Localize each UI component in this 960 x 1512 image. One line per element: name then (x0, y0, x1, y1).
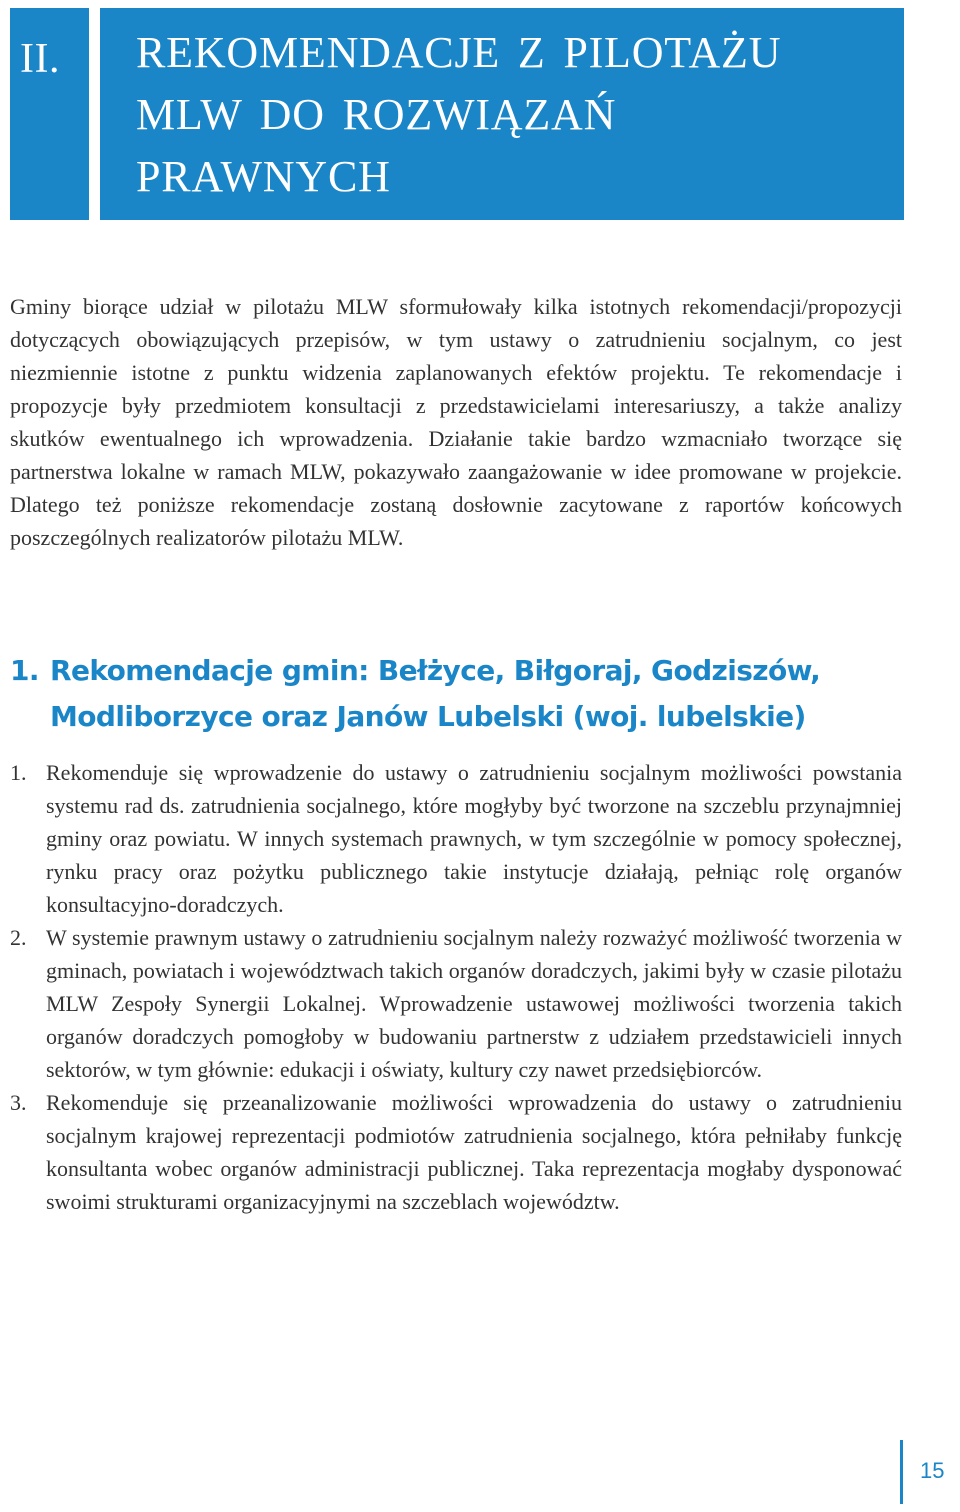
recommendation-list (10, 756, 902, 1218)
section-heading (10, 648, 902, 740)
recommendation-text: W systemie prawnym ustawy o zatrudnieniu socjalnym należy rozważyć możliwość tworzenia w gminach, powiatach i województwach takich organów doradczych, jakimi były w czasie pilotażu MLW Zespoły Synergii Lokalnej. Wprowadzenie ustawowej możliwości tworzenia takich organów doradczych pomogłoby w budowaniu partnerstw z udziałem przedstawicieli innych sektorów, w tym głównie: edukacji i oświaty, kultury czy nawet przedsiębiorców. (46, 925, 902, 1082)
page-number-rule (900, 1440, 903, 1504)
intro-paragraph: Gminy biorące udział w pilotażu MLW sformułowały kilka istotnych rekomendacji/propozycji dotyczących obowiązujących przepisów, w tym ustawy o zatrudnieniu socjalnym, co jest niezmiennie istotne z punktu widzenia zaplanowanych efektów projektu. Te rekomendacje i propozycje były przedmiotem konsultacji z przedstawicielami interesariuszy, a także analizy skutków ewentualnego ich wprowadzenia. Działanie takie bardzo wzmacniało tworzące się partnerstwa lokalne w ramach MLW, pokazywało zaangażowanie w idee promowane w projekcie. Dlatego też poniższe rekomendacje zostaną dosłownie zacytowane z raportów końcowych poszczególnych realizatorów pilotażu MLW. (10, 294, 902, 550)
chapter-number: II. (20, 36, 60, 82)
recommendation-item (10, 756, 902, 921)
recommendation-number: 3. (10, 1090, 27, 1115)
recommendation-item (10, 921, 902, 1086)
section-heading-line-1 (10, 648, 902, 694)
recommendation-number: 1. (10, 760, 27, 785)
chapter-number-box (10, 8, 89, 220)
recommendation-text: Rekomenduje się wprowadzenie do ustawy o zatrudnieniu socjalnym możliwości powstania systemu rad ds. zatrudnienia socjalnego, które mogłyby być tworzone na szczeblu przynajmniej gminy oraz powiatu. W innych systemach prawnych, w tym szczególnie w pomocy społecznej, rynku pracy oraz pożytku publicznego takie instytucje działają, pełniąc rolę organów konsultacyjno-doradczych. (46, 760, 902, 917)
section-number: 1. (10, 654, 39, 687)
section-title-line-2: Modliborzyce oraz Janów Lubelski (woj. lubelskie) (50, 700, 806, 733)
recommendation-text: Rekomenduje się przeanalizowanie możliwości wprowadzenia do ustawy o zatrudnieniu socjalnym krajowej reprezentacji podmiotów zatrudnienia socjalnego, która pełniłaby funkcję konsultanta wobec organów administracji publicznej. Taka reprezentacja mogłaby dysponować swoimi strukturami organizacyjnymi na szczeblach województw. (46, 1090, 902, 1214)
section-title-line-1: Rekomendacje gmin: Bełżyce, Biłgoraj, Godziszów, (50, 654, 821, 687)
recommendation-number: 2. (10, 925, 27, 950)
chapter-title: REKOMENDACJE Z PILOTAŻU MLW DO ROZWIĄZAŃ PRAWNYCH (136, 28, 782, 201)
recommendation-item (10, 1086, 902, 1218)
chapter-title-box (100, 8, 904, 220)
chapter-header (10, 8, 904, 220)
page-number: 15 (920, 1458, 945, 1483)
